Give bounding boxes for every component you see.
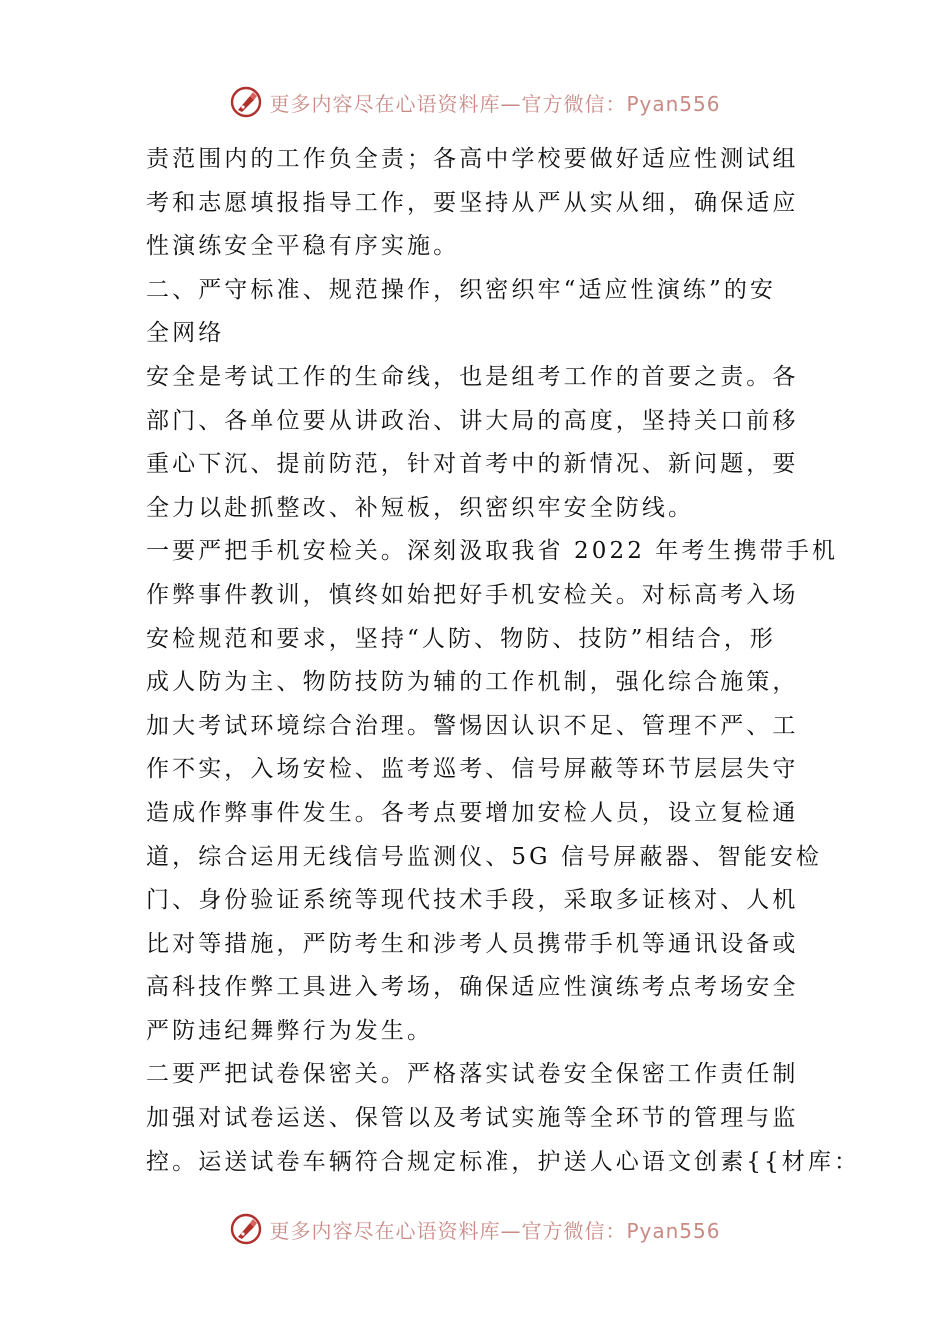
banner-text: 更多内容尽在心语资料库—官方微信：Pyan556 — [269, 1218, 721, 1243]
text-line: 重心下沉、提前防范，针对首考中的新情况、新问题，要 — [146, 451, 799, 478]
text-line: 高科技作弊工具进入考场，确保适应性演练考点考场安全 — [146, 974, 799, 1001]
text-line: 责范围内的工作负全责；各高中学校要做好适应性测试组 — [146, 146, 799, 172]
pen-nib-icon — [229, 1212, 263, 1246]
text-line: 二要严把试卷保密关。严格落实试卷安全保密工作责任制 — [146, 1061, 799, 1088]
text-line: 严防违纪舞弊行为发生。 — [146, 1017, 434, 1044]
text-line: 考和志愿填报指导工作，要坚持从严从实从细，确保适应 — [146, 189, 799, 216]
banner-text: 更多内容尽在心语资料库—官方微信：Pyan556 — [269, 91, 721, 116]
text-line: 全力以赴抓整改、补短板，织密织牢安全防线。 — [146, 494, 695, 521]
pen-nib-icon — [229, 85, 263, 119]
text-line: 比对等措施，严防考生和涉考人员携带手机等通讯设备或 — [146, 930, 799, 957]
text-line: 加大考试环境综合治理。警惕因认识不足、管理不严、工 — [146, 712, 799, 739]
document-body — [146, 138, 861, 1184]
text-line: 造成作弊事件发生。各考点要增加安检人员，设立复检通 — [146, 799, 799, 826]
text-line: 道，综合运用无线信号监测仪、5G 信号屏蔽器、智能安检 — [146, 843, 823, 870]
text-line: 性演练安全平稳有序实施。 — [146, 233, 460, 260]
text-line: 安全是考试工作的生命线，也是组考工作的首要之责。各 — [146, 363, 799, 390]
section-heading: 全网络 — [146, 320, 225, 347]
header-banner — [0, 80, 950, 124]
text-line: 控。运送试卷车辆符合规定标准，护送人心语文创素{{材库： — [146, 1148, 861, 1175]
text-line: 作不实，入场安检、监考巡考、信号屏蔽等环节层层失守 — [146, 756, 799, 783]
footer-banner — [0, 1207, 950, 1251]
text-line: 安检规范和要求，坚持“人防、物防、技防”相结合，形 — [146, 625, 777, 652]
text-line: 成人防为主、物防技防为辅的工作机制，强化综合施策， — [146, 669, 799, 696]
text-line: 作弊事件教训，慎终如始把好手机安检关。对标高考入场 — [146, 581, 799, 608]
text-line: 一要严把手机安检关。深刻汲取我省 2022 年考生携带手机 — [146, 538, 839, 565]
text-line: 加强对试卷运送、保管以及考试实施等全环节的管理与监 — [146, 1105, 799, 1132]
section-heading: 二、严守标准、规范操作，织密织牢“适应性演练”的安 — [146, 276, 777, 303]
text-line: 部门、各单位要从讲政治、讲大局的高度，坚持关口前移 — [146, 407, 799, 434]
text-line: 门、身份验证系统等现代技术手段，采取多证核对、人机 — [146, 887, 799, 914]
